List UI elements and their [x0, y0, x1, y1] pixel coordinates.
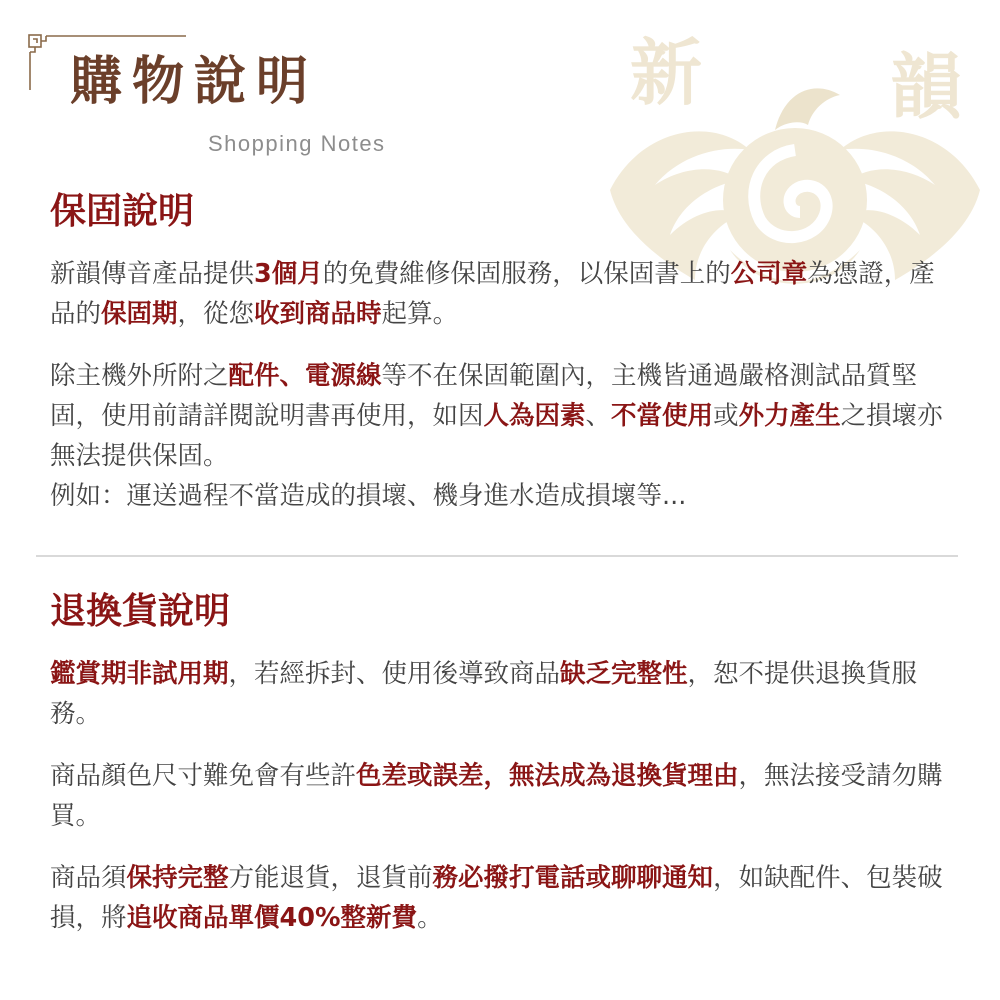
text-segment: 。	[417, 903, 443, 933]
text-segment: 商品顏色尺寸難免會有些許	[50, 761, 357, 791]
highlight-company-stamp: 公司章	[730, 259, 808, 289]
highlight-warranty-period: 3個月	[254, 259, 323, 289]
warranty-paragraph-1	[50, 254, 955, 334]
text-segment: 除主機外所附之	[50, 361, 229, 391]
highlight-accessories: 配件、電源線	[228, 361, 382, 391]
text-segment: 或	[713, 401, 739, 431]
highlight-keep-intact: 保持完整	[126, 863, 229, 893]
highlight-received-time: 收到商品時	[254, 299, 382, 329]
highlight-appreciation-period: 鑑賞期非試用期	[50, 659, 229, 689]
highlight-external-force: 外力產生	[738, 401, 841, 431]
returns-section	[50, 591, 955, 938]
page-title: 購物說明	[70, 51, 319, 112]
highlight-human-factor: 人為因素	[483, 401, 586, 431]
text-segment: 起算。	[381, 299, 459, 329]
text-segment: 、	[585, 401, 612, 431]
warranty-section	[50, 191, 955, 516]
text-segment: ，恕不提供退換貨服務。	[50, 659, 918, 729]
warranty-paragraph-2	[50, 356, 955, 476]
returns-paragraph-1	[50, 654, 955, 734]
text-segment: 方能退貨，退貨前	[228, 863, 433, 893]
warranty-heading: 保固說明	[50, 191, 195, 232]
text-segment: 等不在保固範圍內，主機皆通過嚴格測試品質堅固，使用前請詳閱說明書再使用，如因	[50, 361, 918, 431]
highlight-refurbish-fee: 追收商品單價40%整新費	[126, 903, 418, 933]
highlight-lack-integrity: 缺乏完整性	[560, 659, 688, 689]
page-subtitle: Shopping Notes	[208, 131, 386, 156]
text-segment: 的免費維修保固服務，以保固書上的	[322, 259, 731, 289]
returns-paragraph-3	[50, 858, 955, 938]
returns-heading: 退換貨說明	[50, 591, 231, 632]
highlight-color-difference: 色差或誤差，無法成為退換貨理由	[356, 761, 739, 791]
highlight-warranty-term: 保固期	[101, 299, 178, 329]
text-segment: ，若經拆封、使用後導致商品	[228, 659, 561, 689]
returns-paragraph-2	[50, 756, 955, 836]
highlight-improper-use: 不當使用	[611, 401, 714, 431]
warranty-paragraph-3: 例如：運送過程不當造成的損壞、機身進水造成損壞等...	[50, 481, 687, 511]
text-segment: 為憑證，產品的	[50, 259, 935, 329]
text-segment: ，無法接受請勿購買。	[50, 761, 943, 831]
text-segment: ，從您	[177, 299, 255, 329]
highlight-notify-first: 務必撥打電話或聊聊通知	[432, 863, 714, 893]
text-segment: 之損壞亦無法提供保固。	[50, 401, 943, 471]
watermark-char-left: 新	[630, 30, 703, 115]
section-divider	[36, 555, 958, 557]
text-segment: ，如缺配件、包裝破損，將	[50, 863, 943, 933]
watermark-char-right: 韻	[890, 44, 963, 129]
text-segment: 商品須	[50, 863, 127, 893]
text-segment: 新韻傳音產品提供	[50, 259, 255, 289]
